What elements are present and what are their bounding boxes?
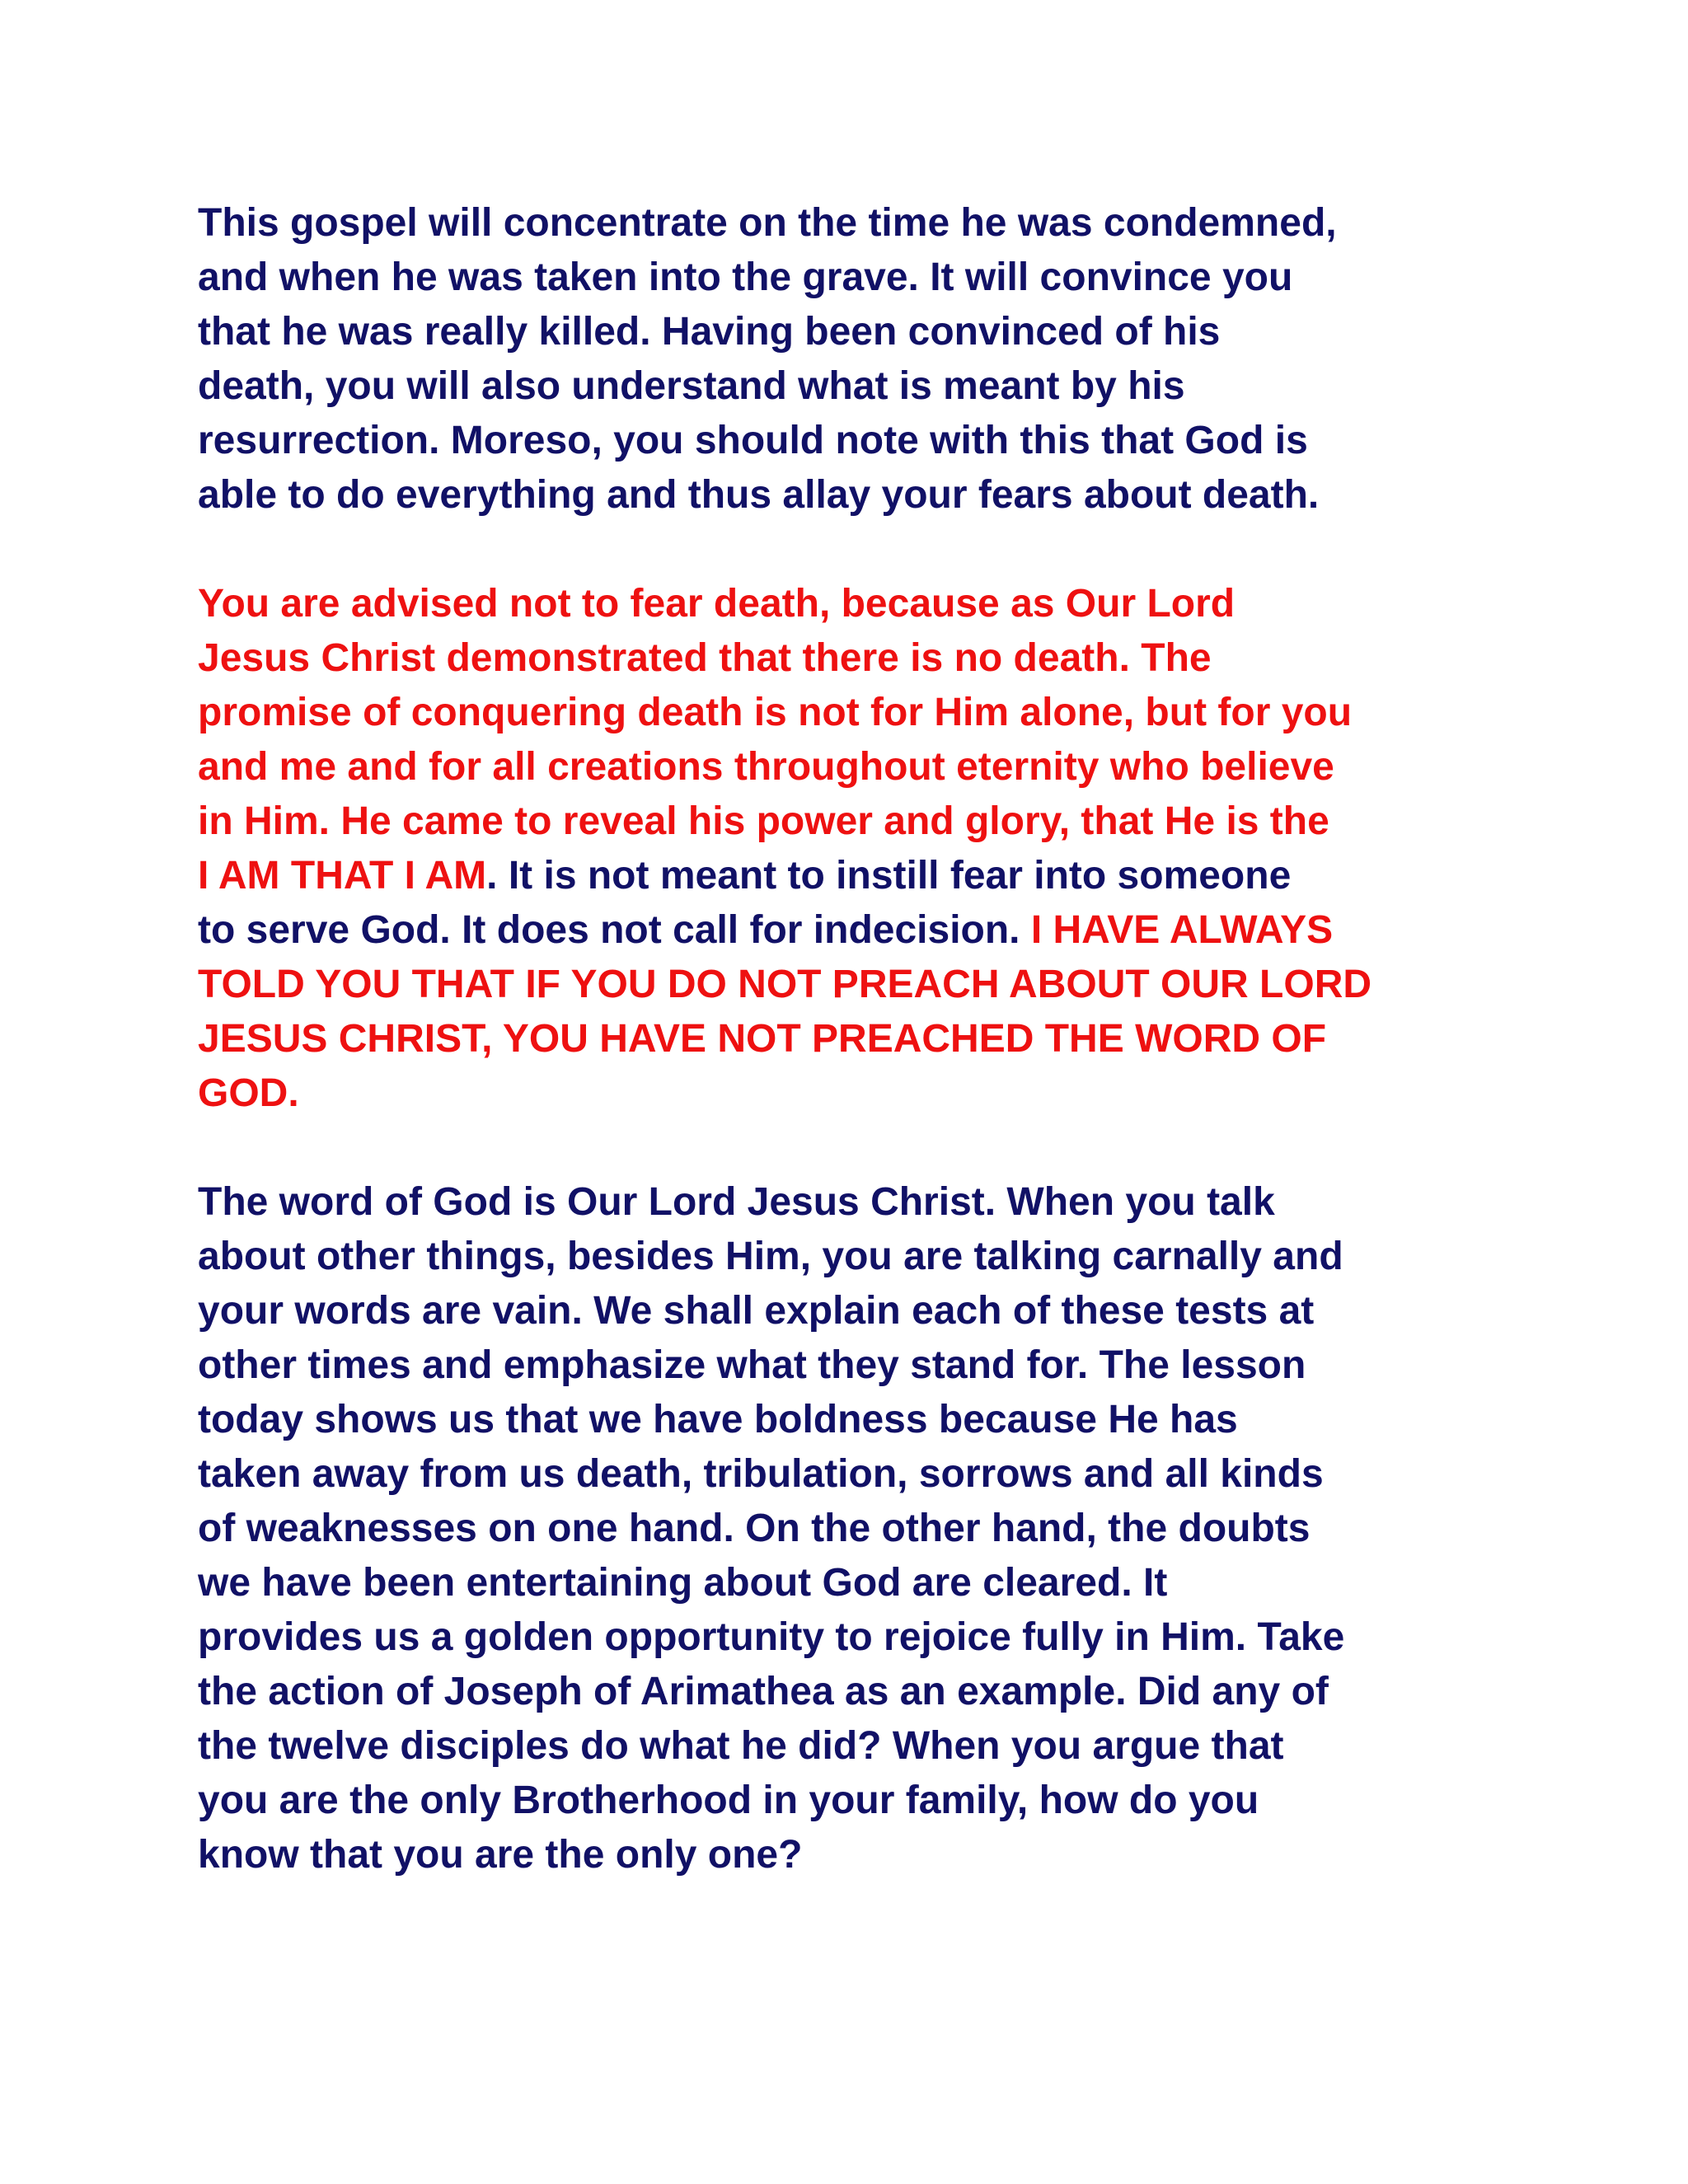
body-text: taken away from us death, tribulation, sorrows and all kinds <box>198 1452 1324 1496</box>
text-line <box>198 196 1508 251</box>
emphasis-text: I AM THAT I AM <box>198 854 487 898</box>
body-text: your words are vain. We shall explain each of these tests at <box>198 1289 1315 1333</box>
text-line <box>198 1012 1508 1066</box>
text-line <box>198 1284 1508 1338</box>
body-text: about other things, besides Him, you are talking carnally and <box>198 1235 1343 1278</box>
text-line <box>198 794 1508 849</box>
body-text: and when he was taken into the grave. It will convince you <box>198 255 1293 299</box>
text-line <box>198 631 1508 686</box>
body-text: other times and emphasize what they stand for. The lesson <box>198 1343 1306 1387</box>
body-text: the action of Joseph of Arimathea as an example. Did any of <box>198 1670 1329 1713</box>
text-line <box>198 1175 1508 1230</box>
text-line <box>198 305 1508 359</box>
text-line <box>198 849 1508 903</box>
paragraph-2 <box>198 577 1508 1121</box>
body-text: know that you are the only one? <box>198 1833 803 1877</box>
text-line <box>198 1447 1508 1502</box>
text-line <box>198 1774 1508 1828</box>
emphasis-text: TOLD YOU THAT IF YOU DO NOT PREACH ABOUT OUR LORD <box>198 963 1372 1006</box>
body-text: to serve God. It does not call for indecision. <box>198 908 1031 952</box>
text-line <box>198 1719 1508 1774</box>
text-line <box>198 686 1508 740</box>
document-page <box>198 196 1508 1937</box>
text-line <box>198 1610 1508 1665</box>
text-line <box>198 1393 1508 1447</box>
body-text: death, you will also understand what is meant by his <box>198 364 1185 408</box>
paragraph-1 <box>198 196 1508 523</box>
body-text: today shows us that we have boldness because He has <box>198 1398 1238 1441</box>
document-body <box>198 196 1508 1882</box>
emphasis-text: JESUS CHRIST, YOU HAVE NOT PREACHED THE WORD OF <box>198 1017 1327 1061</box>
body-text: . It is not meant to instill fear into someone <box>486 854 1292 898</box>
text-line <box>198 1828 1508 1882</box>
emphasis-text: GOD. <box>198 1071 299 1115</box>
body-text: of weaknesses on one hand. On the other hand, the doubts <box>198 1507 1311 1550</box>
text-line <box>198 903 1508 958</box>
body-text: provides us a golden opportunity to rejoice fully in Him. Take <box>198 1615 1345 1659</box>
body-text: that he was really killed. Having been convinced of his <box>198 310 1221 354</box>
text-line <box>198 1502 1508 1556</box>
paragraph-3 <box>198 1175 1508 1882</box>
body-text: resurrection. Moreso, you should note with this that God is <box>198 419 1308 462</box>
text-line <box>198 1556 1508 1610</box>
text-line <box>198 1066 1508 1121</box>
text-line <box>198 359 1508 414</box>
emphasis-text: You are advised not to fear death, because as Our Lord <box>198 582 1236 626</box>
text-line <box>198 1338 1508 1393</box>
text-line <box>198 251 1508 305</box>
text-line <box>198 958 1508 1012</box>
text-line <box>198 1665 1508 1719</box>
body-text: able to do everything and thus allay your fears about death. <box>198 473 1320 517</box>
emphasis-text: I HAVE ALWAYS <box>1030 908 1334 952</box>
body-text: This gospel will concentrate on the time he was condemned, <box>198 201 1337 245</box>
text-line <box>198 1230 1508 1284</box>
text-line <box>198 740 1508 794</box>
body-text: you are the only Brotherhood in your family, how do you <box>198 1779 1259 1822</box>
body-text: the twelve disciples do what he did? When you argue that <box>198 1724 1284 1768</box>
text-line <box>198 577 1508 631</box>
body-text: we have been entertaining about God are cleared. It <box>198 1561 1168 1605</box>
emphasis-text: and me and for all creations throughout eternity who believe <box>198 745 1334 789</box>
text-line <box>198 468 1508 523</box>
body-text: The word of God is Our Lord Jesus Christ. When you talk <box>198 1180 1275 1224</box>
emphasis-text: Jesus Christ demonstrated that there is no death. The <box>198 636 1212 680</box>
emphasis-text: promise of conquering death is not for Him alone, but for you <box>198 691 1353 734</box>
emphasis-text: in Him. He came to reveal his power and glory, that He is the <box>198 799 1329 843</box>
text-line <box>198 414 1508 468</box>
